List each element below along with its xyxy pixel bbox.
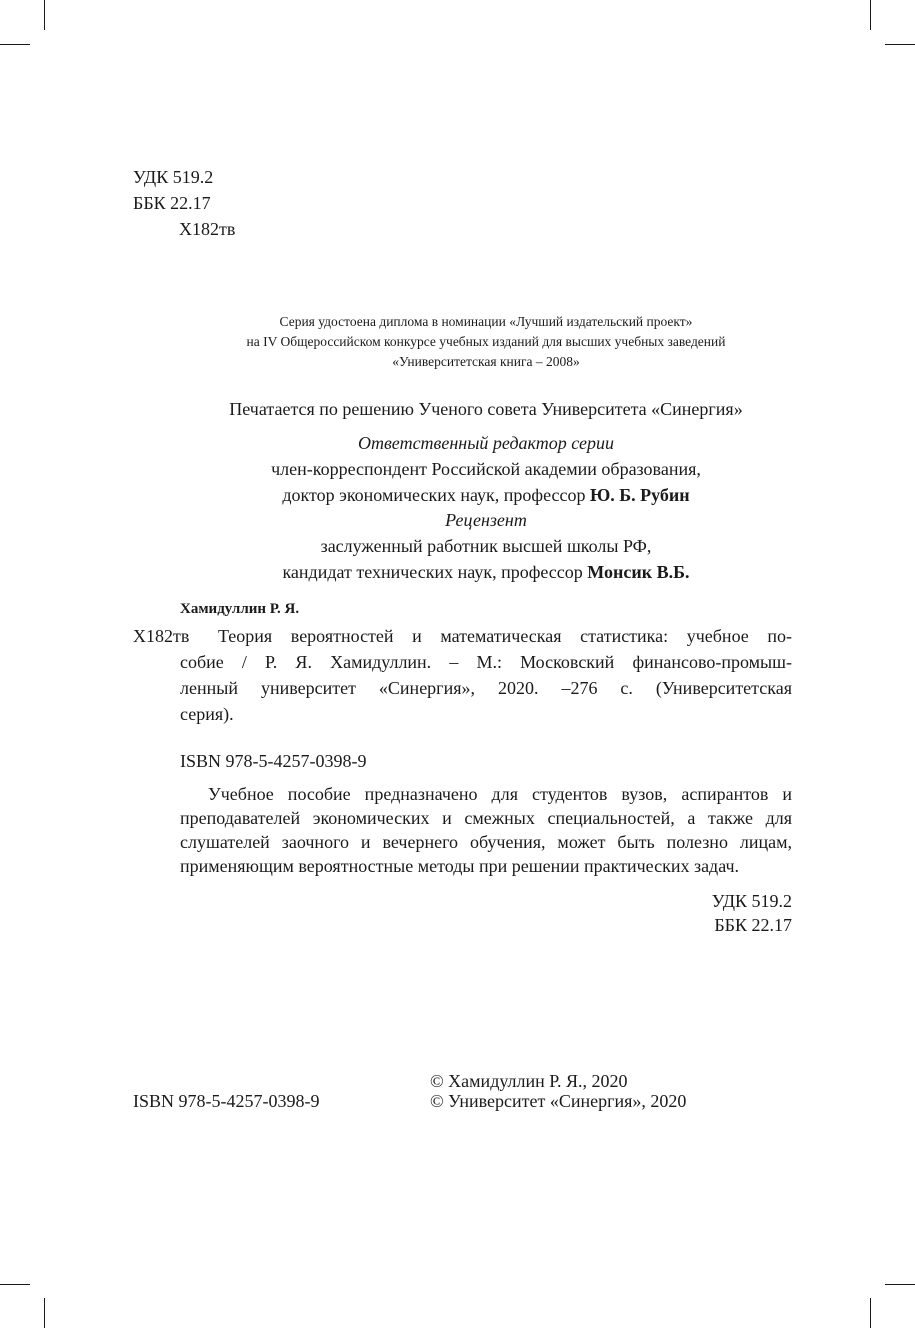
series-editor-credentials: доктор экономических наук, профессор	[282, 485, 590, 505]
annotation-line: Учебное пособие предназначено для студентов вузов, аспирантов и	[208, 784, 792, 804]
annotation	[180, 782, 792, 878]
reviewer-line	[180, 559, 792, 585]
series-editor-line	[180, 482, 792, 508]
reviewer-name: Монсик В.Б.	[587, 562, 690, 582]
bibliographic-line: собие / Р. Я. Хамидуллин. – М.: Московский финансово-промыш-	[180, 652, 792, 672]
crop-mark-top-left-horizontal	[0, 44, 30, 45]
reviewer-role: Рецензент	[445, 510, 527, 530]
author-mark: Х182тв	[179, 219, 236, 239]
udk-code-right: УДК 519.2	[711, 891, 792, 911]
crop-mark-top-left-vertical	[44, 0, 45, 30]
series-editor-block	[180, 430, 792, 508]
udk-code: УДК 519.2	[133, 167, 214, 187]
bibliographic-line: ленный университет «Синергия», 2020. –276 с. (Университетская	[180, 678, 792, 698]
crop-mark-bottom-right-horizontal	[885, 1284, 915, 1285]
series-award-line: на IV Общероссийском конкурсе учебных изданий для высших учебных заведений	[246, 334, 726, 349]
series-editor-role: Ответственный редактор серии	[358, 433, 614, 453]
series-award	[180, 312, 792, 372]
reviewer-credentials: кандидат технических наук, профессор	[282, 562, 588, 582]
copyright-university: © Университет «Синергия», 2020	[430, 1091, 687, 1111]
crop-mark-top-right-vertical	[870, 0, 871, 30]
bibliographic-description	[180, 623, 792, 727]
bibliographic-line: серия).	[180, 704, 234, 724]
series-award-line: «Университетская книга – 2008»	[392, 354, 580, 369]
crop-mark-bottom-right-vertical	[870, 1298, 871, 1328]
reviewer-line: заслуженный работник высшей школы РФ,	[320, 536, 652, 556]
crop-mark-bottom-left-vertical	[44, 1298, 45, 1328]
series-editor-line: член-корреспондент Российской академии образования,	[271, 459, 701, 479]
print-decision: Печатается по решению Ученого совета Университета «Синергия»	[229, 399, 743, 419]
copyright-author: © Хамидуллин Р. Я., 2020	[430, 1071, 628, 1091]
bbk-code-right: ББК 22.17	[714, 915, 792, 935]
bibliographic-mark: Х182тв	[133, 626, 190, 646]
footer-isbn: ISBN 978-5-4257-0398-9	[133, 1091, 320, 1111]
crop-mark-bottom-left-horizontal	[0, 1284, 30, 1285]
bibliographic-isbn: ISBN 978-5-4257-0398-9	[180, 751, 367, 771]
crop-mark-top-right-horizontal	[885, 44, 915, 45]
bibliographic-author-heading: Хамидуллин Р. Я.	[180, 601, 300, 617]
bibliographic-line: Теория вероятностей и математическая статистика: учебное по-	[218, 626, 792, 646]
series-editor-name: Ю. Б. Рубин	[590, 485, 690, 505]
series-award-line: Серия удостоена диплома в номинации «Лучший издательский проект»	[279, 314, 693, 329]
reviewer-block	[180, 507, 792, 585]
annotation-line: слушателей заочного и вечернего обучения, может быть полезно лицам,	[180, 832, 792, 852]
bbk-code: ББК 22.17	[133, 193, 211, 213]
annotation-line: применяющим вероятностные методы при решении практических задач.	[180, 856, 740, 876]
annotation-line: преподавателей экономических и смежных специальностей, а также для	[180, 808, 792, 828]
